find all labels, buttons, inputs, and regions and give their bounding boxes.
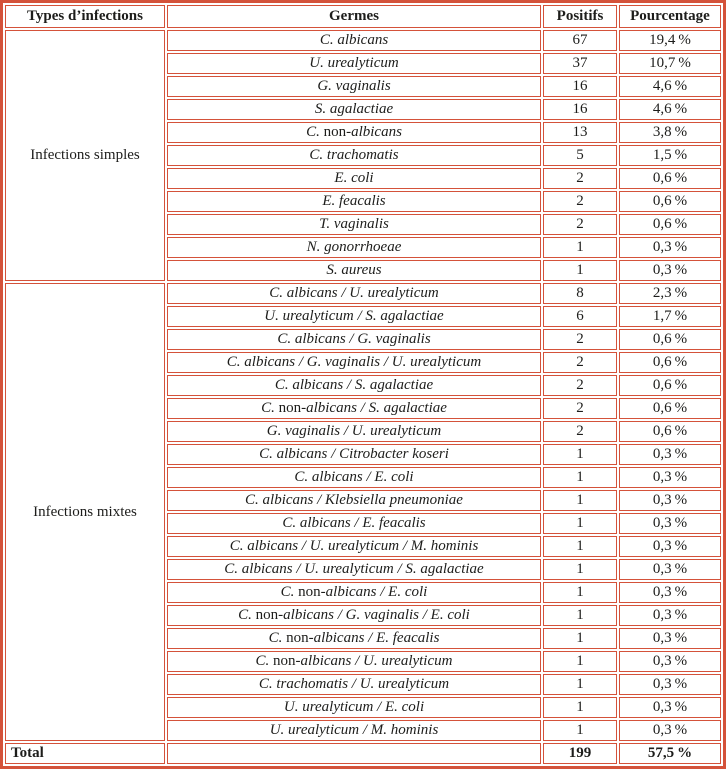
pourcentage-cell: 0,3 % <box>619 260 721 281</box>
positifs-cell: 1 <box>543 697 617 718</box>
germ-cell: G. vaginalis / U. urealyticum <box>167 421 541 442</box>
table-row <box>5 283 721 304</box>
positifs-cell: 1 <box>543 467 617 488</box>
total-row <box>5 743 721 764</box>
positifs-cell: 8 <box>543 283 617 304</box>
total-empty-germes-cell <box>167 743 541 764</box>
pourcentage-cell: 0,3 % <box>619 490 721 511</box>
positifs-cell: 6 <box>543 306 617 327</box>
positifs-cell: 2 <box>543 329 617 350</box>
pourcentage-cell: 0,6 % <box>619 214 721 235</box>
germ-cell: S. agalactiae <box>167 99 541 120</box>
germ-cell: C. albicans / E. feacalis <box>167 513 541 534</box>
pourcentage-cell: 0,6 % <box>619 191 721 212</box>
germ-cell: U. urealyticum / S. agalactiae <box>167 306 541 327</box>
germ-cell: S. aureus <box>167 260 541 281</box>
germ-name-upright-part: non- <box>255 607 284 623</box>
positifs-cell: 1 <box>543 260 617 281</box>
pourcentage-cell: 19,4 % <box>619 30 721 51</box>
positifs-cell: 2 <box>543 168 617 189</box>
germ-cell: C. non-albicans / G. vaginalis / E. coli <box>167 605 541 626</box>
positifs-cell: 2 <box>543 421 617 442</box>
germ-cell: C. albicans / U. urealyticum <box>167 283 541 304</box>
pourcentage-cell: 0,3 % <box>619 674 721 695</box>
positifs-cell: 1 <box>543 536 617 557</box>
pourcentage-cell: 0,3 % <box>619 513 721 534</box>
pourcentage-cell: 0,3 % <box>619 582 721 603</box>
germ-cell: E. feacalis <box>167 191 541 212</box>
infections-table <box>3 3 723 766</box>
positifs-cell: 1 <box>543 720 617 741</box>
germ-cell: C. albicans / U. urealyticum / M. hominis <box>167 536 541 557</box>
positifs-cell: 2 <box>543 214 617 235</box>
pourcentage-cell: 10,7 % <box>619 53 721 74</box>
germ-cell: U. urealyticum / E. coli <box>167 697 541 718</box>
positifs-cell: 2 <box>543 398 617 419</box>
pourcentage-cell: 0,6 % <box>619 421 721 442</box>
pourcentage-cell: 1,5 % <box>619 145 721 166</box>
germ-cell: E. coli <box>167 168 541 189</box>
germ-cell: C. non-albicans <box>167 122 541 143</box>
pourcentage-cell: 0,6 % <box>619 375 721 396</box>
germ-cell: G. vaginalis <box>167 76 541 97</box>
germ-cell: C. non-albicans / U. urealyticum <box>167 651 541 672</box>
table-row <box>5 30 721 51</box>
table-body <box>5 30 721 741</box>
germ-cell: U. urealyticum / M. hominis <box>167 720 541 741</box>
positifs-cell: 16 <box>543 76 617 97</box>
germ-cell: C. non-albicans / E. coli <box>167 582 541 603</box>
positifs-cell: 1 <box>543 490 617 511</box>
positifs-cell: 1 <box>543 444 617 465</box>
pourcentage-cell: 4,6 % <box>619 99 721 120</box>
pourcentage-cell: 2,3 % <box>619 283 721 304</box>
germ-cell: C. albicans / E. coli <box>167 467 541 488</box>
table-header <box>5 5 721 28</box>
germ-name-upright-part: non- <box>323 124 352 140</box>
germ-name-upright-part: non- <box>298 584 326 600</box>
pourcentage-cell: 0,3 % <box>619 536 721 557</box>
pourcentage-cell: 0,3 % <box>619 720 721 741</box>
pourcentage-cell: 0,3 % <box>619 628 721 649</box>
total-pourcentage-cell: 57,5 % <box>619 743 721 764</box>
germ-cell: C. albicans / Citrobacter koseri <box>167 444 541 465</box>
pourcentage-cell: 0,3 % <box>619 444 721 465</box>
germ-name-upright-part: non- <box>273 653 301 669</box>
total-label-cell: Total <box>5 743 165 764</box>
column-header-germes: Germes <box>167 5 541 28</box>
pourcentage-cell: 4,6 % <box>619 76 721 97</box>
positifs-cell: 13 <box>543 122 617 143</box>
positifs-cell: 2 <box>543 352 617 373</box>
column-header-pourcentage: Pourcentage <box>619 5 721 28</box>
germ-cell: U. urealyticum <box>167 53 541 74</box>
positifs-cell: 1 <box>543 674 617 695</box>
germ-cell: C. albicans / S. agalactiae <box>167 375 541 396</box>
germ-cell: C. non-albicans / S. agalactiae <box>167 398 541 419</box>
positifs-cell: 67 <box>543 30 617 51</box>
positifs-cell: 1 <box>543 628 617 649</box>
germ-cell: N. gonorrhoeae <box>167 237 541 258</box>
germ-cell: C. albicans / G. vaginalis <box>167 329 541 350</box>
germ-cell: C. non-albicans / E. feacalis <box>167 628 541 649</box>
pourcentage-cell: 0,3 % <box>619 467 721 488</box>
infection-type-cell: Infections simples <box>5 30 165 281</box>
germ-cell: T. vaginalis <box>167 214 541 235</box>
germ-cell: C. albicans / U. urealyticum / S. agalactiae <box>167 559 541 580</box>
germ-cell: C. trachomatis <box>167 145 541 166</box>
pourcentage-cell: 0,3 % <box>619 559 721 580</box>
positifs-cell: 2 <box>543 191 617 212</box>
infection-type-cell: Infections mixtes <box>5 283 165 741</box>
pourcentage-cell: 0,3 % <box>619 605 721 626</box>
positifs-cell: 1 <box>543 237 617 258</box>
positifs-cell: 16 <box>543 99 617 120</box>
pourcentage-cell: 0,6 % <box>619 168 721 189</box>
pourcentage-cell: 3,8 % <box>619 122 721 143</box>
germ-cell: C. albicans <box>167 30 541 51</box>
pourcentage-cell: 0,6 % <box>619 398 721 419</box>
positifs-cell: 1 <box>543 651 617 672</box>
germ-cell: C. trachomatis / U. urealyticum <box>167 674 541 695</box>
column-header-types-infections: Types d’infections <box>5 5 165 28</box>
positifs-cell: 2 <box>543 375 617 396</box>
germ-cell: C. albicans / Klebsiella pneumoniae <box>167 490 541 511</box>
pourcentage-cell: 0,6 % <box>619 352 721 373</box>
header-row <box>5 5 721 28</box>
table-footer <box>5 743 721 764</box>
germ-cell: C. albicans / G. vaginalis / U. urealyticum <box>167 352 541 373</box>
pourcentage-cell: 0,3 % <box>619 237 721 258</box>
column-header-positifs: Positifs <box>543 5 617 28</box>
pourcentage-cell: 1,7 % <box>619 306 721 327</box>
positifs-cell: 1 <box>543 605 617 626</box>
positifs-cell: 1 <box>543 582 617 603</box>
germ-name-upright-part: non- <box>286 630 314 646</box>
pourcentage-cell: 0,6 % <box>619 329 721 350</box>
total-positifs-cell: 199 <box>543 743 617 764</box>
pourcentage-cell: 0,3 % <box>619 651 721 672</box>
positifs-cell: 1 <box>543 559 617 580</box>
pourcentage-cell: 0,3 % <box>619 697 721 718</box>
germ-name-upright-part: non- <box>278 400 307 416</box>
positifs-cell: 1 <box>543 513 617 534</box>
positifs-cell: 37 <box>543 53 617 74</box>
positifs-cell: 5 <box>543 145 617 166</box>
